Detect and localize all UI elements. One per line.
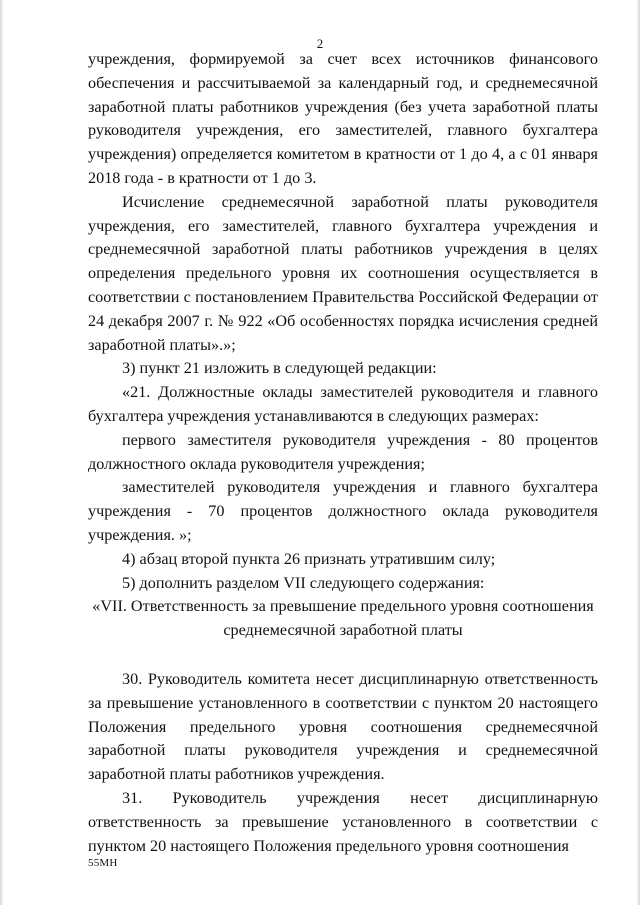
paragraph-clause-30: 30. Руководитель комитета несет дисциплинарную ответственность за превышение установленного в соответствии с пунктом 20 настоящего Положения предельного уровня соотношения среднемесячной заработной платы руководителя учреждения и среднемесячной заработной платы работников учреждения. bbox=[88, 669, 598, 784]
paragraph-continuation: учреждения, формируемой за счет всех источников финансового обеспечения и рассчитываемой за календарный год, и среднемесячной заработной платы работников учреждения (без учета заработной платы руководителя учреждения, его заместителей, главного бухгалтера учреждения) определяется комитетом в кратности от 1 до 4, а с 01 января 2018 года - в кратности от 1 до 3. bbox=[88, 50, 598, 187]
section-heading-line-1: «VII. Ответственность за превышение предельного уровня соотношения bbox=[92, 597, 594, 616]
document-body bbox=[88, 48, 598, 858]
footer-document-code: 55МН bbox=[88, 857, 118, 869]
paragraph-clause-31: 31. Руководитель учреждения несет дисциплинарную ответственность за превышение установленного в соответствии с пунктом 20 настоящего Положения предельного уровня соотношения bbox=[88, 788, 598, 855]
paragraph-clause-21: «21. Должностные оклады заместителей руководителя и главного бухгалтера учреждения устанавливаются в следующих размерах: bbox=[88, 383, 598, 425]
paragraph-item-4: 4) абзац второй пункта 26 признать утратившим силу; bbox=[122, 549, 496, 568]
paragraph-calculation: Исчисление среднемесячной заработной платы руководителя учреждения, его заместителей, главного бухгалтера учреждения и среднемесячной заработной платы работников учреждения в целях определения предельного уровня их соотношения осуществляется в соответствии с постановлением Правительства Российской Федерации от 24 декабря 2007 г. № 922 «Об особенностях порядка исчисления средней заработной платы».»; bbox=[88, 192, 598, 354]
scan-edge-left bbox=[0, 0, 3, 905]
paragraph-item-3: 3) пункт 21 изложить в следующей редакции: bbox=[122, 359, 437, 378]
page-number: 2 bbox=[316, 36, 324, 51]
section-heading bbox=[88, 595, 598, 643]
paragraph-item-5: 5) дополнить разделом VII следующего содержания: bbox=[122, 573, 485, 592]
section-heading-line-2: среднемесячной заработной платы bbox=[223, 621, 463, 640]
section-spacer bbox=[88, 643, 598, 668]
paragraph-first-deputy: первого заместителя руководителя учреждения - 80 процентов должностного оклада руководителя учреждения; bbox=[88, 430, 598, 473]
paragraph-deputies: заместителей руководителя учреждения и главного бухгалтера учреждения - 70 процентов должностного оклада руководителя учреждения. »; bbox=[88, 478, 598, 544]
